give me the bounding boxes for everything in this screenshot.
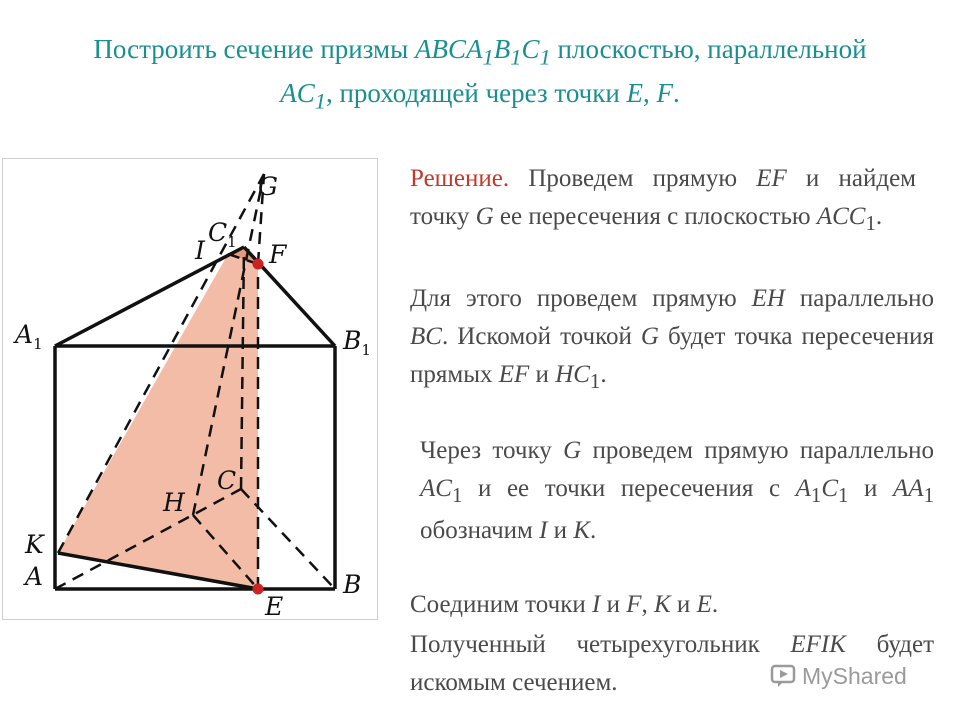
label-b: B bbox=[343, 570, 362, 599]
label-e: E bbox=[265, 592, 284, 621]
label-g: G bbox=[258, 172, 278, 201]
label-f: F bbox=[269, 240, 287, 269]
label-a: A bbox=[25, 562, 44, 591]
label-h: H bbox=[163, 488, 185, 517]
watermark bbox=[770, 660, 930, 692]
label-k: K bbox=[25, 530, 44, 559]
page-title: Построить сечение призмы $ABCA_1B_1C_1$ плоскостью, параллельной $AC_1$, проходящей через точки E, F. bbox=[93, 34, 867, 114]
prism-diagram bbox=[2, 158, 378, 620]
solution-label: Решение. bbox=[410, 165, 510, 192]
title-text: Построить сечение призмы bbox=[93, 34, 415, 64]
label-i: I bbox=[195, 236, 205, 265]
myshared-logo-icon bbox=[770, 664, 796, 688]
watermark-text: MyShared bbox=[802, 662, 907, 689]
solution-paragraph-3: Через точку G проведем прямую параллельно $AC_1$ и ее точки пересечения с $A_1C_1$ и $AA_1$ обозначим I и K. bbox=[420, 437, 934, 544]
line-ac1: $AC_1$ bbox=[280, 78, 326, 114]
prism-name: $ABCA_1B_1C_1$ bbox=[415, 34, 551, 70]
solution-paragraph-1: Решение. Проведем прямую EF и найдем точку G ее пересечения с плоскостью $ACC_1$. bbox=[410, 165, 916, 235]
point-e bbox=[253, 584, 264, 595]
label-a1: $A_1$ bbox=[15, 320, 43, 353]
point-f bbox=[253, 259, 264, 270]
prism-svg bbox=[3, 159, 379, 621]
label-c: C bbox=[217, 466, 237, 495]
label-b1: $B_1$ bbox=[343, 326, 371, 359]
section-efik bbox=[58, 254, 258, 589]
label-c1: $C_1$ bbox=[208, 218, 237, 251]
solution-paragraph-2: Для этого проведем прямую EH параллельно BC. Искомой точкой G будет точка пересечения прямых EF и $HC_1$. bbox=[410, 285, 934, 393]
solution-paragraph-5: Полученный четырехугольник EFIK будет искомым сечением. bbox=[410, 631, 934, 696]
solution-paragraph-4: Соединим точки I и F, K и E. bbox=[410, 591, 719, 618]
